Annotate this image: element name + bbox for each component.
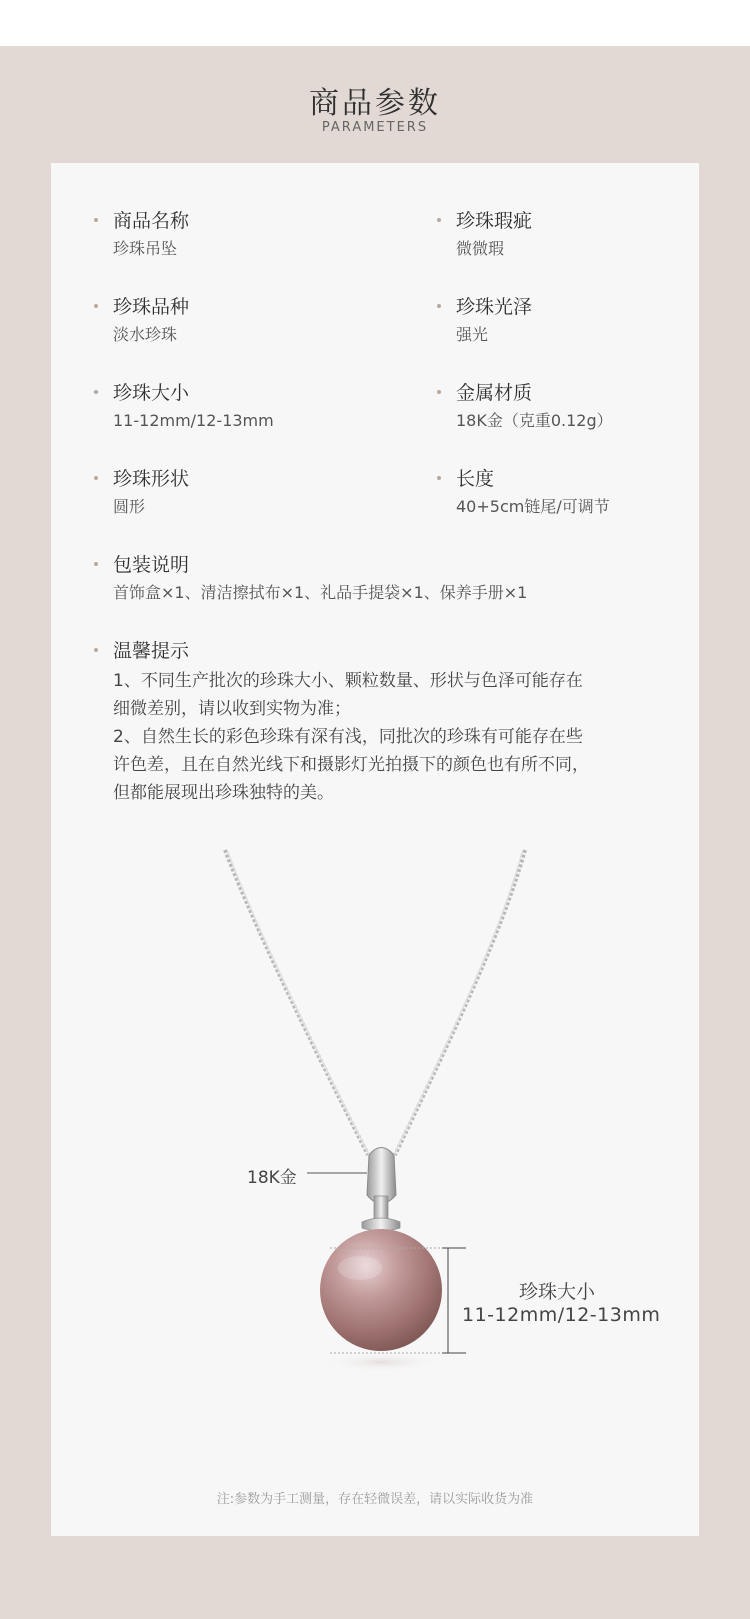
param-value: 11-12mm/12-13mm (113, 411, 274, 430)
param-label: 商品名称 (113, 210, 190, 232)
param-label: 包装说明 (113, 554, 190, 576)
tips-line: 细微差别，请以收到实物为准； (113, 699, 351, 719)
param-value: 18K金（克重0.12g） (456, 411, 613, 430)
pearl (320, 1229, 442, 1351)
param-value: 首饰盒×1、清洁擦拭布×1、礼品手提袋×1、保养手册×1 (113, 583, 528, 602)
param-value: 淡水珍珠 (113, 325, 178, 344)
tips-line: 1、不同生产批次的珍珠大小、颗粒数量、形状与色泽可能存在 (113, 671, 583, 691)
metal-annotation: 18K金 (247, 1168, 297, 1188)
footer-note: 注:参数为手工测量，存在轻微误差，请以实际收货为准 (216, 1492, 534, 1507)
param-value: 微微瑕 (456, 239, 505, 258)
tips-line: 许色差，且在自然光线下和摄影灯光拍摄下的颜色也有所不同， (113, 755, 589, 775)
tips-line: 但都能展现出珍珠独特的美。 (113, 783, 334, 803)
param-label: 珍珠形状 (113, 468, 190, 490)
param-value: 珍珠吊坠 (113, 239, 178, 258)
param-value: 40+5cm链尾/可调节 (456, 497, 610, 516)
size-annotation-value: 11-12mm/12-13mm (462, 1304, 661, 1326)
param-label: 珍珠光泽 (456, 296, 533, 318)
page-subtitle: PARAMETERS (321, 120, 429, 135)
size-annotation-label: 珍珠大小 (519, 1281, 596, 1303)
tips-line: 2、自然生长的彩色珍珠有深有浅，同批次的珍珠有可能存在些 (113, 727, 583, 747)
chain-right (395, 850, 525, 1155)
param-label: 珍珠品种 (113, 296, 190, 318)
param-label: 长度 (456, 468, 495, 490)
param-label: 珍珠大小 (113, 382, 190, 404)
param-label: 珍珠瑕疵 (456, 210, 533, 232)
tips-label: 温馨提示 (113, 640, 190, 662)
pendant-bail (367, 1148, 396, 1204)
param-value: 圆形 (113, 497, 146, 516)
param-label: 金属材质 (456, 382, 533, 404)
page-title: 商品参数 (309, 86, 441, 121)
param-value: 强光 (456, 325, 489, 344)
